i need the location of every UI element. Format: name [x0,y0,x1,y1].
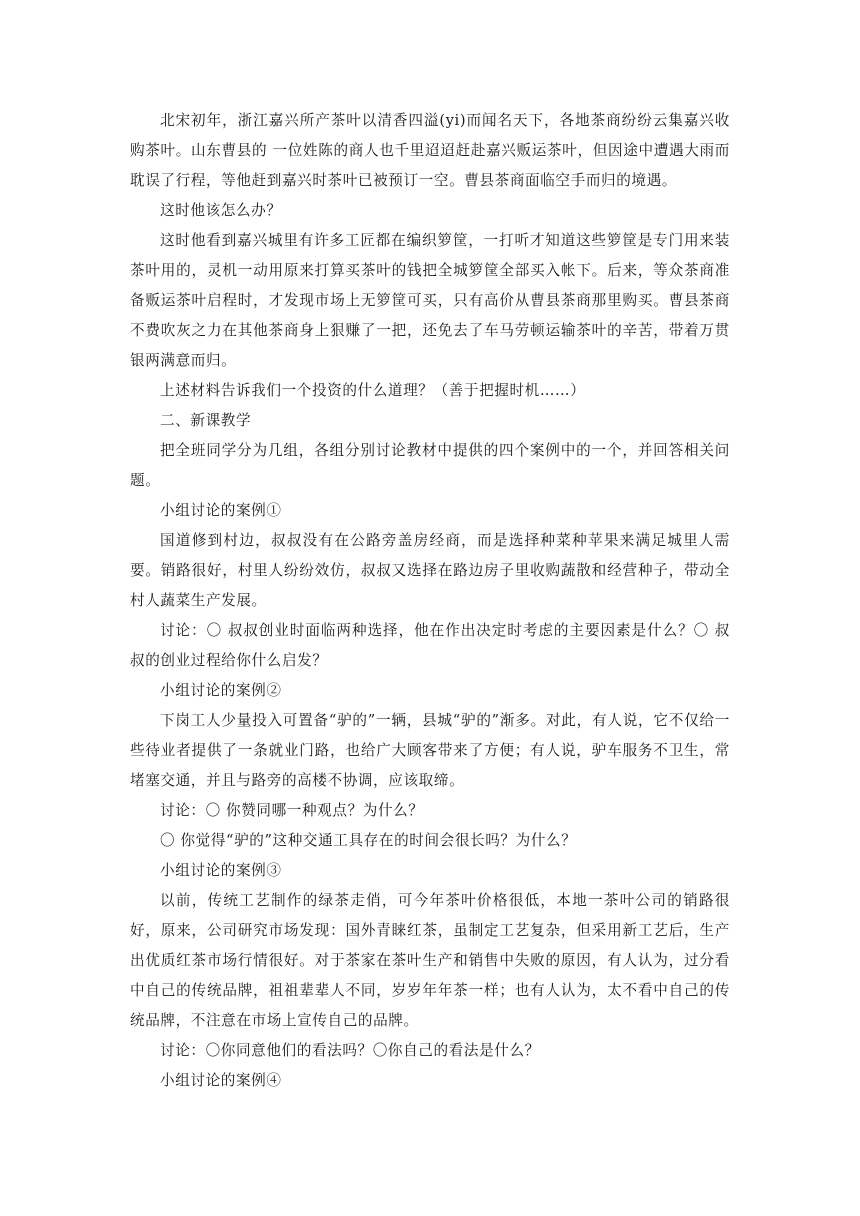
question-paragraph: 这时他该怎么办？ [160,202,282,219]
question-paragraph: 上述材料告诉我们一个投资的什么道理？（善于把握时机……） [160,382,586,399]
section-heading: 二、新课教学 [160,412,252,429]
story-paragraph: 北宋初年，浙江嘉兴所产茶叶以清香四溢(yi)而闻名天下，各地茶商纷纷云集嘉兴收购茶叶。山东曹县的 一位姓陈的商人也千里迢迢赶赴嘉兴贩运茶叶，但因途中遭遇大雨而耽误了行程，等他赶到嘉兴时茶叶已被预订一空。曹县茶商面临空手而归的境遇。 [130,112,730,189]
case-heading: 小组讨论的案例③ [160,862,282,879]
case-paragraph: 国道修到村边，叔叔没有在公路旁盖房经商，而是选择种菜种苹果来满足城里人需要。销路很好，村里人纷纷效仿，叔叔又选择在路边房子里收购蔬散和经营种子，带动全村人蔬菜生产发展。 [130,532,730,609]
case-paragraph: 下岗工人少量投入可置备“驴的”一辆，县城“驴的”渐多。对此，有人说，它不仅给一些待业者提供了一条就业门路，也给广大顾客带来了方便；有人说，驴车服务不卫生，常堵塞交通，并且与路旁的高楼不协调，应该取缔。 [130,712,730,789]
discussion-paragraph: 讨论：〇 叔叔创业时面临两种选择，他在作出决定时考虑的主要因素是什么？〇 叔叔的创业过程给你什么启发？ [130,622,730,669]
discussion-paragraph: 讨论：〇 你赞同哪一种观点？为什么？ [160,802,424,819]
instruction-paragraph: 把全班同学分为几组，各组分别讨论教材中提供的四个案例中的一个，并回答相关问题。 [130,442,730,489]
case-heading: 小组讨论的案例① [160,502,282,519]
discussion-paragraph: 讨论：〇你同意他们的看法吗？〇你自己的看法是什么？ [160,1042,540,1059]
discussion-paragraph: 〇 你觉得“驴的”这种交通工具存在的时间会很长吗？为什么？ [160,832,577,849]
case-paragraph: 以前，传统工艺制作的绿茶走俏，可今年茶叶价格很低，本地一茶叶公司的销路很好，原来，公司研究市场发现：国外青睐红茶，虽制定工艺复杂，但采用新工艺后，生产出优质红茶市场行情很好。对于茶家在茶叶生产和销售中失败的原因，有人认为，过分看中自己的传统品牌，祖祖辈辈人不同，岁岁年年茶一样；也有人认为，太不看中自己的传统品牌，不注意在市场上宣传自己的品牌。 [130,892,730,1029]
case-heading: 小组讨论的案例② [160,682,282,699]
case-heading: 小组讨论的案例④ [160,1072,282,1089]
story-paragraph: 这时他看到嘉兴城里有许多工匠都在编织箩筐，一打听才知道这些箩筐是专门用来装茶叶用的，灵机一动用原来打算买茶叶的钱把全城箩筐全部买入帐下。后来，等众茶商准备贩运茶叶启程时，才发现市场上无箩筐可买，只有高价从曹县茶商那里购买。曹县茶商不费吹灰之力在其他茶商身上狠赚了一把，还免去了车马劳顿运输茶叶的辛苦，带着万贯银两满意而归。 [130,232,730,369]
document-body [130,106,730,1096]
